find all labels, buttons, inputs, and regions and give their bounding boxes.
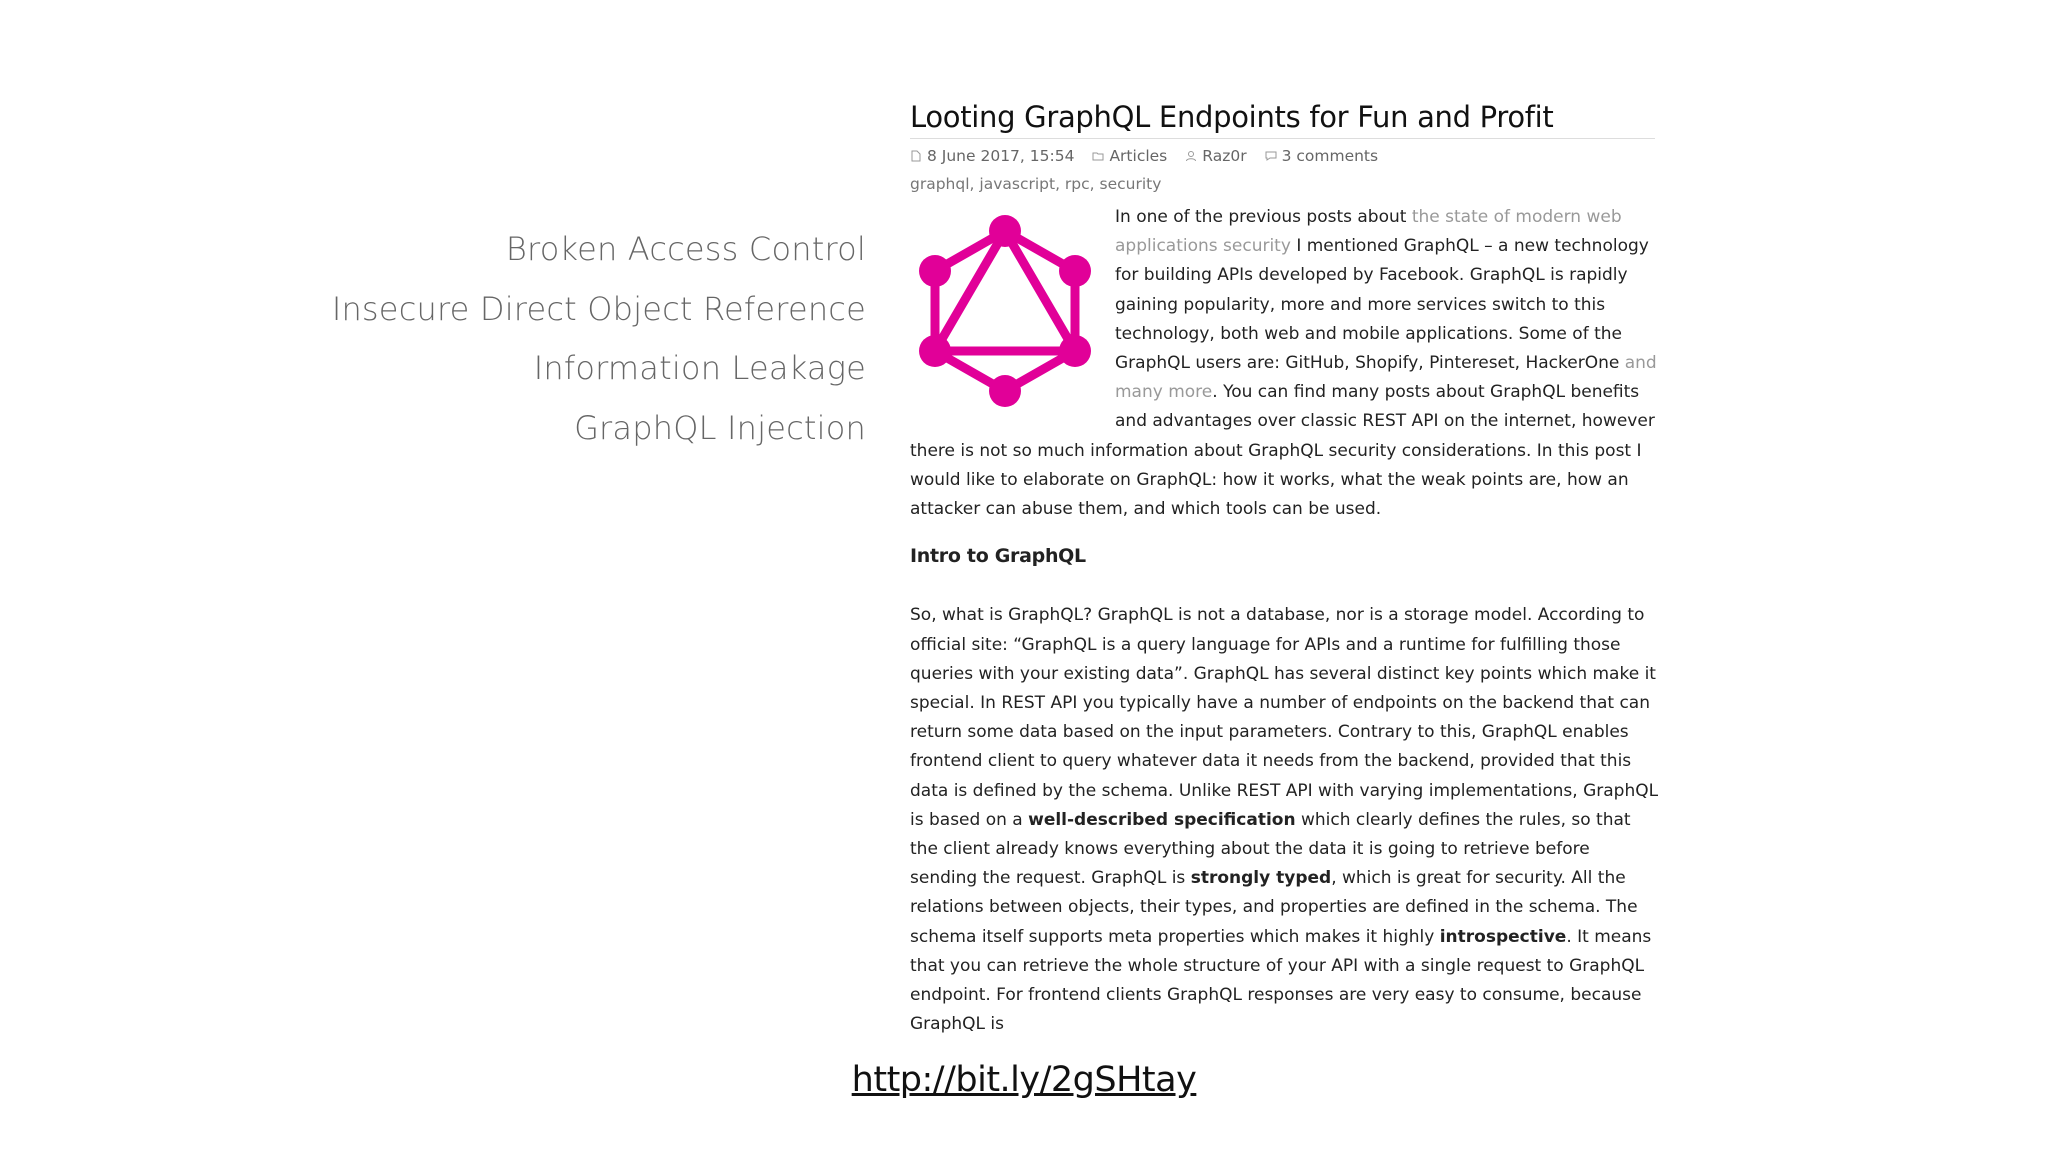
vulnerability-item: Information Leakage [533,349,866,387]
tag-separator: , [1055,175,1065,193]
article-tags [910,175,1660,193]
article-category-text: Articles [1109,147,1168,165]
tag-separator: , [1089,175,1100,193]
document-icon [910,150,922,162]
tag-link[interactable]: rpc [1064,175,1090,193]
tag-link[interactable]: javascript [979,175,1056,193]
tag-link[interactable]: graphql [910,175,970,193]
article-comments-text: 3 comments [1281,147,1379,165]
article-meta [910,147,1660,165]
article-screenshot [910,100,1660,1035]
article-author-text: Raz0r [1202,147,1247,165]
article-category[interactable] [1092,147,1167,165]
article-comments[interactable] [1265,147,1379,165]
many-more-link[interactable]: and many more [1115,353,1657,403]
article-title: Looting GraphQL Endpoints for Fun and Profit [910,100,1655,139]
graphql-logo-icon [910,211,1100,411]
short-link[interactable]: http://bit.ly/2gSHtay [851,1060,1197,1100]
state-of-security-link[interactable]: the state of modern web applications security [1115,207,1622,257]
article-body [910,203,1660,1039]
folder-icon [1092,150,1104,162]
comment-icon [1265,150,1277,162]
user-icon [1185,150,1197,162]
vulnerability-item: GraphQL Injection [574,408,866,447]
vulnerability-item: Broken Access Control [505,230,866,268]
vulnerability-list [300,220,866,458]
article-date [910,147,1074,165]
vulnerability-item: Insecure Direct Object Reference [331,289,866,328]
article-author[interactable] [1185,147,1246,165]
tag-link[interactable]: security [1099,175,1162,193]
tag-separator: , [969,175,980,193]
graphql-intro-paragraph: So, what is GraphQL? GraphQL is not a database, nor is a storage model. According to official site: “GraphQL is a query language for APIs and a runtime for fulfilling those queries with your existing data”. GraphQL has several distinct key points which make it special. In REST API you typically have a number of endpoints on the backend that can return some data based on the input parameters. Contrary to this, GraphQL enables frontend client to query whatever data it needs from the backend, provided that this data is defined by the schema. Unlike REST API with varying implementations, GraphQL is based on a well-described specification which clearly defines the rules, so that the client already knows everything about the data it is going to retrieve before sending the request. GraphQL is strongly typed, which is great for security. All the relations between objects, their types, and properties are defined in the schema. The schema itself supports meta properties which makes it highly introspective. It means that you can retrieve the whole structure of your API with a single request to GraphQL endpoint. For frontend clients GraphQL responses are very easy to consume, because GraphQL is [910,605,1659,1035]
article-date-text: 8 June 2017, 15:54 [927,147,1075,165]
intro-paragraph: In one of the previous posts about the state of modern web applications security I mentioned GraphQL – a new technology for building APIs developed by Facebook. GraphQL is rapidly gaining popularity, more and more services switch to this technology, both web and mobile applications. Some of the GraphQL users are: GitHub, Shopify, Pintereset, HackerOne and many more. You can find many posts about GraphQL benefits and advantages over classic REST API on the internet, however there is not so much information about GraphQL security considerations. In this post I would like to elaborate on GraphQL: how it works, what the weak points are, how an attacker can abuse them, and which tools can be used. [910,207,1657,520]
section-title: Intro to GraphQL [910,545,1086,568]
